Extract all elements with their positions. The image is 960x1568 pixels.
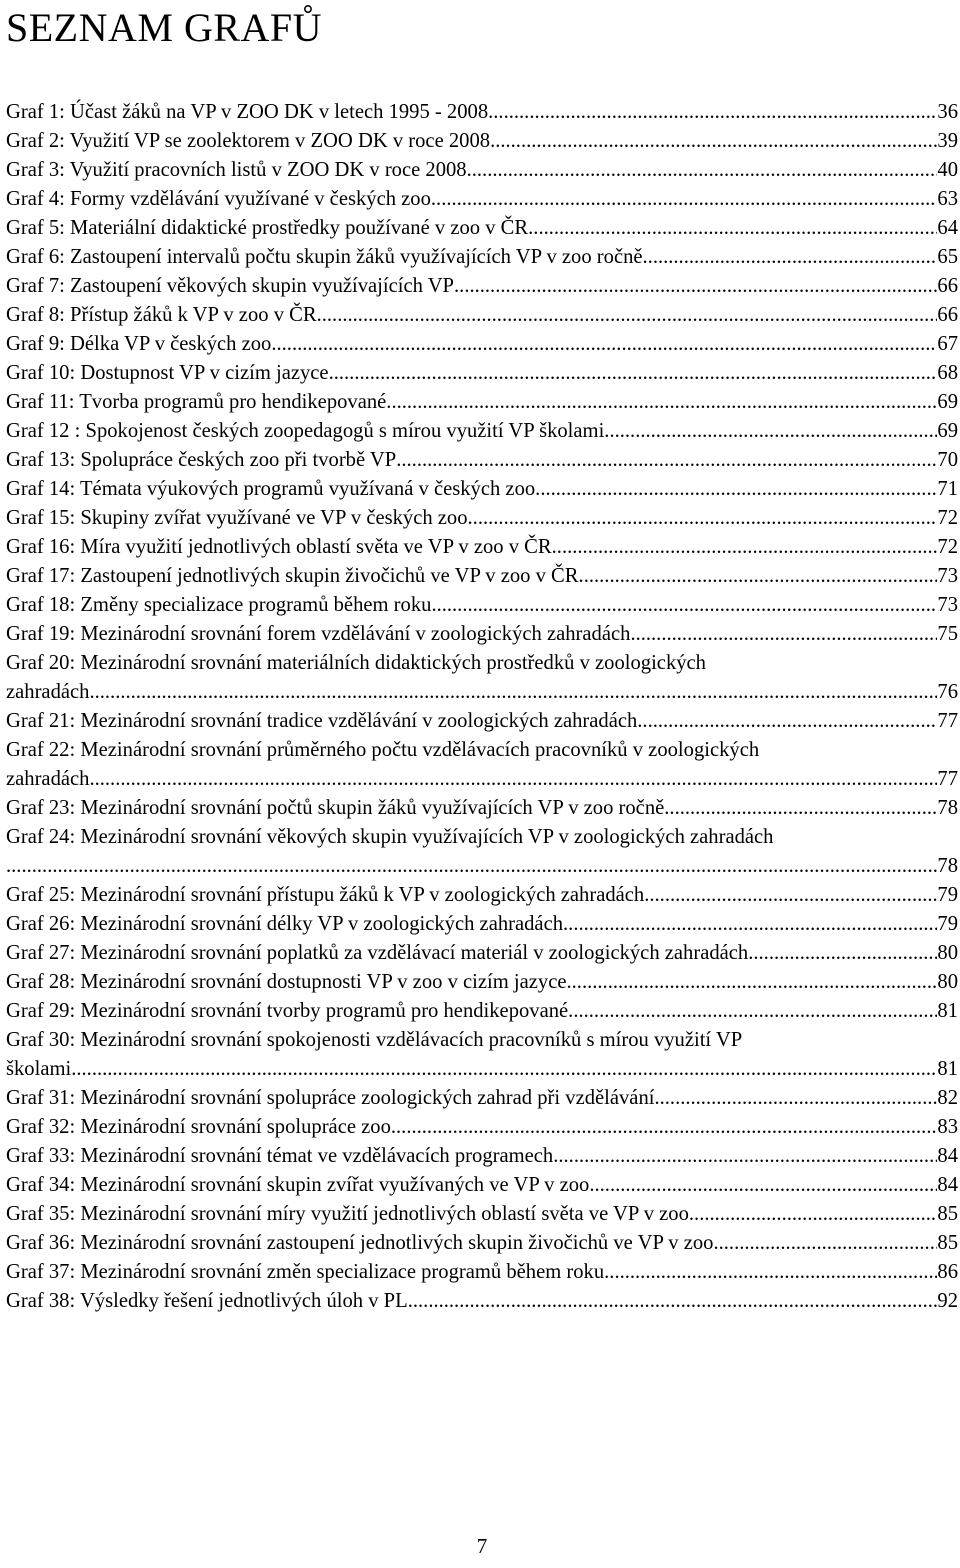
toc-entry-line	[6, 939, 958, 968]
toc-entry-line	[6, 301, 958, 330]
toc-entry[interactable]	[6, 707, 958, 736]
page-title: SEZNAM GRAFŮ	[6, 5, 323, 50]
document-page	[6, 0, 958, 1568]
toc-entry-page-number: 81	[937, 1000, 958, 1022]
toc-entry-title: Graf 8: Přístup žáků k VP v zoo v ČR	[6, 304, 317, 326]
toc-entry[interactable]	[6, 127, 958, 156]
toc-entry-title: Graf 27: Mezinárodní srovnání poplatků za vzdělávací materiál v zoologických zahradách	[6, 942, 749, 964]
toc-entry-line	[6, 910, 958, 939]
toc-entry-title: Graf 7: Zastoupení věkových skupin využívajících VP	[6, 275, 455, 297]
toc-entry[interactable]	[6, 968, 958, 997]
toc-entry-line	[6, 620, 958, 649]
toc-entry-page-number: 92	[937, 1290, 958, 1312]
toc-entry-page-number: 36	[937, 101, 958, 123]
toc-entry-line	[6, 1229, 958, 1258]
toc-entry-page-number: 72	[937, 507, 958, 529]
toc-entry-line	[6, 1084, 958, 1113]
toc-entry-title: Graf 6: Zastoupení intervalů počtu skupin žáků využívajících VP v zoo ročně	[6, 246, 643, 268]
toc-entry-title: zahradách	[6, 681, 90, 703]
toc-entry-title: Graf 34: Mezinárodní srovnání skupin zvířat využívaných ve VP v zoo	[6, 1174, 590, 1196]
toc-entry-title: Graf 18: Změny specializace programů během roku	[6, 594, 432, 616]
toc-entry-line	[6, 852, 958, 881]
list-of-charts	[6, 98, 958, 1316]
toc-entry[interactable]	[6, 1258, 958, 1287]
toc-entry-line	[6, 98, 958, 127]
toc-dot-leader	[431, 591, 937, 620]
toc-entry-line	[6, 417, 958, 446]
toc-entry-line	[6, 156, 958, 185]
toc-entry-title: Graf 4: Formy vzdělávání využívané v českých zoo	[6, 188, 431, 210]
toc-entry-title: Graf 3: Využití pracovních listů v ZOO DK v roce 2008	[6, 159, 467, 181]
toc-entry-line	[6, 1171, 958, 1200]
toc-entry-page-number: 79	[937, 884, 958, 906]
toc-entry[interactable]	[6, 1084, 958, 1113]
toc-dot-leader	[568, 997, 937, 1026]
toc-entry-line	[6, 765, 958, 794]
toc-entry-line	[6, 504, 958, 533]
toc-entry-title: Graf 38: Výsledky řešení jednotlivých úloh v PL	[6, 1290, 408, 1312]
toc-entry[interactable]	[6, 823, 958, 881]
toc-entry-page-number: 73	[937, 594, 958, 616]
toc-entry[interactable]	[6, 1287, 958, 1316]
toc-entry-line	[6, 475, 958, 504]
toc-entry[interactable]	[6, 243, 958, 272]
toc-dot-leader	[604, 417, 937, 446]
toc-entry-line	[6, 678, 958, 707]
toc-entry-line	[6, 1142, 958, 1171]
toc-entry-page-number: 78	[937, 855, 958, 877]
toc-dot-leader	[329, 359, 938, 388]
toc-entry-line	[6, 330, 958, 359]
toc-dot-leader	[488, 98, 937, 127]
toc-entry-title: Graf 15: Skupiny zvířat využívané ve VP v českých zoo	[6, 507, 468, 529]
toc-entry[interactable]	[6, 881, 958, 910]
toc-entry-page-number: 39	[937, 130, 958, 152]
toc-entry[interactable]	[6, 504, 958, 533]
toc-entry-page-number: 69	[937, 420, 958, 442]
toc-dot-leader	[579, 562, 938, 591]
toc-dot-leader	[664, 794, 937, 823]
toc-dot-leader	[713, 1229, 937, 1258]
toc-entry[interactable]	[6, 562, 958, 591]
toc-entry-title: Graf 35: Mezinárodní srovnání míry využití jednotlivých oblastí světa ve VP v zoo	[6, 1203, 689, 1225]
toc-dot-leader	[89, 765, 937, 794]
toc-entry[interactable]	[6, 649, 958, 707]
toc-entry-title-line: Graf 30: Mezinárodní srovnání spokojenosti vzdělávacích pracovníků s mírou využití VP	[6, 1029, 743, 1051]
toc-entry-page-number: 66	[937, 304, 958, 326]
toc-entry-line	[6, 968, 958, 997]
toc-dot-leader	[408, 1287, 938, 1316]
toc-dot-leader	[637, 707, 937, 736]
toc-dot-leader	[271, 330, 937, 359]
toc-entry-line	[6, 185, 958, 214]
toc-dot-leader	[535, 475, 937, 504]
toc-entry-line	[6, 533, 958, 562]
toc-entry-title: Graf 10: Dostupnost VP v cizím jazyce	[6, 362, 329, 384]
toc-dot-leader	[630, 620, 937, 649]
toc-entry-line	[6, 359, 958, 388]
toc-entry-line	[6, 591, 958, 620]
toc-entry-title: Graf 17: Zastoupení jednotlivých skupin živočichů ve VP v zoo v ČR	[6, 565, 579, 587]
toc-entry[interactable]	[6, 1142, 958, 1171]
toc-entry-page-number: 73	[937, 565, 958, 587]
toc-entry-line	[6, 1287, 958, 1316]
toc-dot-leader	[748, 939, 937, 968]
toc-entry-line	[6, 1200, 958, 1229]
toc-entry-page-number: 77	[937, 710, 958, 732]
toc-entry-line	[6, 243, 958, 272]
toc-entry[interactable]	[6, 736, 958, 794]
toc-dot-leader	[643, 243, 938, 272]
toc-entry[interactable]	[6, 417, 958, 446]
toc-entry-page-number: 86	[937, 1261, 958, 1283]
toc-dot-leader	[89, 678, 937, 707]
toc-entry-page-number: 80	[937, 942, 958, 964]
toc-entry-page-number: 85	[937, 1203, 958, 1225]
toc-dot-leader	[71, 1055, 937, 1084]
toc-entry-line	[6, 562, 958, 591]
toc-entry-page-number: 84	[937, 1145, 958, 1167]
toc-entry[interactable]	[6, 98, 958, 127]
toc-dot-leader	[6, 852, 937, 881]
toc-dot-leader	[396, 446, 937, 475]
toc-entry-title: Graf 25: Mezinárodní srovnání přístupu žáků k VP v zoologických zahradách	[6, 884, 645, 906]
page-number: 7	[476, 1534, 488, 1558]
toc-dot-leader	[467, 156, 938, 185]
toc-entry-title: Graf 2: Využití VP se zoolektorem v ZOO DK v roce 2008	[6, 130, 491, 152]
toc-entry-page-number: 69	[937, 391, 958, 413]
toc-entry[interactable]	[6, 1200, 958, 1229]
toc-entry-page-number: 40	[937, 159, 958, 181]
toc-entry-page-number: 76	[937, 681, 958, 703]
toc-entry-title: školami	[6, 1058, 72, 1080]
toc-entry-page-number: 68	[937, 362, 958, 384]
toc-entry[interactable]	[6, 910, 958, 939]
toc-entry-page-number: 78	[937, 797, 958, 819]
toc-dot-leader	[563, 910, 937, 939]
toc-entry-line	[6, 794, 958, 823]
toc-entry-line	[6, 214, 958, 243]
toc-entry[interactable]	[6, 997, 958, 1026]
toc-entry-page-number: 85	[937, 1232, 958, 1254]
toc-entry-title: Graf 26: Mezinárodní srovnání délky VP v zoologických zahradách	[6, 913, 564, 935]
toc-entry[interactable]	[6, 330, 958, 359]
toc-entry-title-line: Graf 20: Mezinárodní srovnání materiálních didaktických prostředků v zoologických	[6, 652, 706, 674]
toc-dot-leader	[589, 1171, 937, 1200]
toc-entry[interactable]	[6, 359, 958, 388]
toc-entry[interactable]	[6, 272, 958, 301]
toc-entry[interactable]	[6, 301, 958, 330]
toc-entry-title: Graf 31: Mezinárodní srovnání spolupráce zoologických zahrad při vzdělávání	[6, 1087, 655, 1109]
toc-dot-leader	[567, 968, 938, 997]
toc-dot-leader	[654, 1084, 937, 1113]
toc-entry-title: Graf 14: Témata výukových programů využívaná v českých zoo	[6, 478, 536, 500]
toc-entry-line	[6, 388, 958, 417]
toc-entry-title: Graf 36: Mezinárodní srovnání zastoupení jednotlivých skupin živočichů ve VP v zoo	[6, 1232, 714, 1254]
toc-entry-title: Graf 37: Mezinárodní srovnání změn specializace programů během roku	[6, 1261, 605, 1283]
toc-dot-leader	[528, 214, 937, 243]
toc-entry-page-number: 66	[937, 275, 958, 297]
toc-entry[interactable]	[6, 156, 958, 185]
toc-entry-title: Graf 12 : Spokojenost českých zoopedagogů s mírou využití VP školami	[6, 420, 605, 442]
toc-entry-title: Graf 21: Mezinárodní srovnání tradice vzdělávání v zoologických zahradách	[6, 710, 638, 732]
toc-dot-leader	[553, 1142, 937, 1171]
toc-dot-leader	[317, 301, 938, 330]
toc-entry-page-number: 80	[937, 971, 958, 993]
toc-entry-title: Graf 16: Míra využití jednotlivých oblastí světa ve VP v zoo v ČR	[6, 536, 552, 558]
toc-entry-page-number: 70	[937, 449, 958, 471]
toc-entry-title: Graf 29: Mezinárodní srovnání tvorby programů pro hendikepované	[6, 1000, 569, 1022]
toc-entry-title: Graf 13: Spolupráce českých zoo při tvorbě VP	[6, 449, 397, 471]
toc-entry-line	[6, 881, 958, 910]
toc-dot-leader	[454, 272, 937, 301]
toc-entry[interactable]	[6, 1171, 958, 1200]
toc-dot-leader	[604, 1258, 937, 1287]
toc-entry[interactable]	[6, 185, 958, 214]
toc-entry-line	[6, 707, 958, 736]
toc-entry[interactable]	[6, 620, 958, 649]
toc-entry-title: Graf 9: Délka VP v českých zoo	[6, 333, 272, 355]
toc-dot-leader	[386, 388, 937, 417]
toc-dot-leader	[689, 1200, 938, 1229]
toc-entry[interactable]	[6, 1026, 958, 1084]
toc-entry-title: Graf 19: Mezinárodní srovnání forem vzdělávání v zoologických zahradách	[6, 623, 631, 645]
toc-entry-title: Graf 23: Mezinárodní srovnání počtů skupin žáků využívajících VP v zoo ročně	[6, 797, 665, 819]
toc-entry-title: Graf 1: Účast žáků na VP v ZOO DK v letech 1995 - 2008	[6, 101, 489, 123]
toc-entry[interactable]	[6, 388, 958, 417]
toc-entry-title-line: Graf 24: Mezinárodní srovnání věkových skupin využívajících VP v zoologických zahradách	[6, 826, 774, 848]
toc-entry-page-number: 79	[937, 913, 958, 935]
toc-entry-line	[6, 1258, 958, 1287]
toc-entry-page-number: 71	[937, 478, 958, 500]
toc-dot-leader	[468, 504, 938, 533]
toc-entry[interactable]	[6, 939, 958, 968]
toc-entry[interactable]	[6, 475, 958, 504]
toc-entry-page-number: 63	[937, 188, 958, 210]
toc-entry[interactable]	[6, 794, 958, 823]
toc-dot-leader	[490, 127, 937, 156]
toc-entry-page-number: 65	[937, 246, 958, 268]
toc-entry-title: Graf 33: Mezinárodní srovnání témat ve vzdělávacích programech	[6, 1145, 554, 1167]
toc-entry-page-number: 72	[937, 536, 958, 558]
toc-entry[interactable]	[6, 533, 958, 562]
toc-entry-line	[6, 1055, 958, 1084]
toc-entry-line	[6, 272, 958, 301]
toc-entry-line	[6, 1113, 958, 1142]
toc-entry-page-number: 64	[937, 217, 958, 239]
toc-entry[interactable]	[6, 1229, 958, 1258]
toc-entry-page-number: 75	[937, 623, 958, 645]
toc-entry-page-number: 83	[937, 1116, 958, 1138]
toc-entry-title-line: Graf 22: Mezinárodní srovnání průměrného počtu vzdělávacích pracovníků v zoologických	[6, 739, 760, 761]
toc-entry-title: Graf 5: Materiální didaktické prostředky používané v zoo v ČR	[6, 217, 529, 239]
toc-entry-page-number: 67	[937, 333, 958, 355]
toc-dot-leader	[431, 185, 938, 214]
toc-entry-page-number: 82	[937, 1087, 958, 1109]
toc-dot-leader	[644, 881, 937, 910]
toc-entry-title: Graf 11: Tvorba programů pro hendikepované	[6, 391, 387, 413]
toc-entry-line	[6, 997, 958, 1026]
toc-entry-title: zahradách	[6, 768, 90, 790]
toc-entry[interactable]	[6, 446, 958, 475]
toc-entry-title: Graf 32: Mezinárodní srovnání spolupráce zoo	[6, 1116, 391, 1138]
toc-dot-leader	[552, 533, 938, 562]
toc-entry[interactable]	[6, 214, 958, 243]
toc-entry[interactable]	[6, 591, 958, 620]
toc-entry-page-number: 84	[937, 1174, 958, 1196]
toc-entry-page-number: 77	[937, 768, 958, 790]
toc-entry[interactable]	[6, 1113, 958, 1142]
toc-entry-page-number: 81	[937, 1058, 958, 1080]
toc-entry-line	[6, 446, 958, 475]
toc-entry-title: Graf 28: Mezinárodní srovnání dostupnosti VP v zoo v cizím jazyce	[6, 971, 567, 993]
toc-entry-line	[6, 127, 958, 156]
toc-dot-leader	[391, 1113, 938, 1142]
